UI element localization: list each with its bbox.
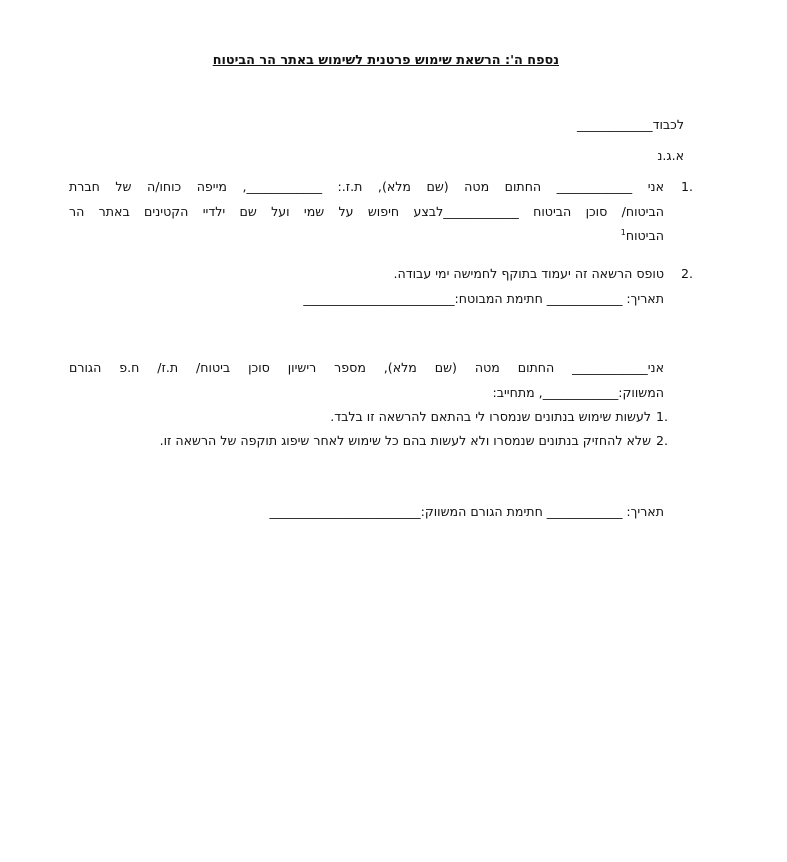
addressee-line: לכבוד____________ [577,117,684,132]
agent-line-2: המשווק:____________, מתחייב: [492,385,664,400]
page-title: נספח ה': הרשאת שימוש פרטנית לשימוש באתר הר הביטוח [212,53,559,68]
section-2-line-1: טופס הרשאה זה יעמוד בתוקף לחמישה ימי עבודה. [393,266,664,281]
agent-item-2: שלא להחזיק בנתונים שנמסרו ולא לעשות בהם כל שימוש לאחר שיפוג תוקפה של הרשאה זו. [159,433,651,448]
agent-item-2-number: 2. [656,433,669,448]
section-1-line-3 [621,228,664,244]
section-2-number: 2. [681,266,694,281]
marketer-date-signature: תאריך: ____________ חתימת הגורם המשווק:________________________ [269,504,664,519]
agent-line-1: אני____________ החתום מטה (שם מלא), מספר רישיון סוכן ביטוח/ ת.ז/ ח.פ הגורם [69,360,664,375]
section-1-line-1: אני ____________ החתום מטה (שם מלא), ת.ז.: ____________, מייפה כוחו/ה של חברת [69,179,664,194]
agent-item-1-number: 1. [656,409,669,424]
agent-item-1: לעשות שימוש בנתונים שנמסרו לי בהתאם להרשאה זו בלבד. [330,409,651,424]
section-1-number: 1. [681,179,694,194]
footnote-mark: 1 [620,227,626,237]
section-2-date-signature: תאריך: ____________ חתימת המבוטח:________________________ [303,291,664,306]
section-1-line-2: הביטוח/ סוכן הביטוח ____________לבצע חיפוש על שמי ועל שם ילדיי הקטינים באתר הר [69,204,664,219]
section-1-line-3-text: הביטוח [625,228,664,243]
greeting: א.ג.נ [657,148,684,163]
